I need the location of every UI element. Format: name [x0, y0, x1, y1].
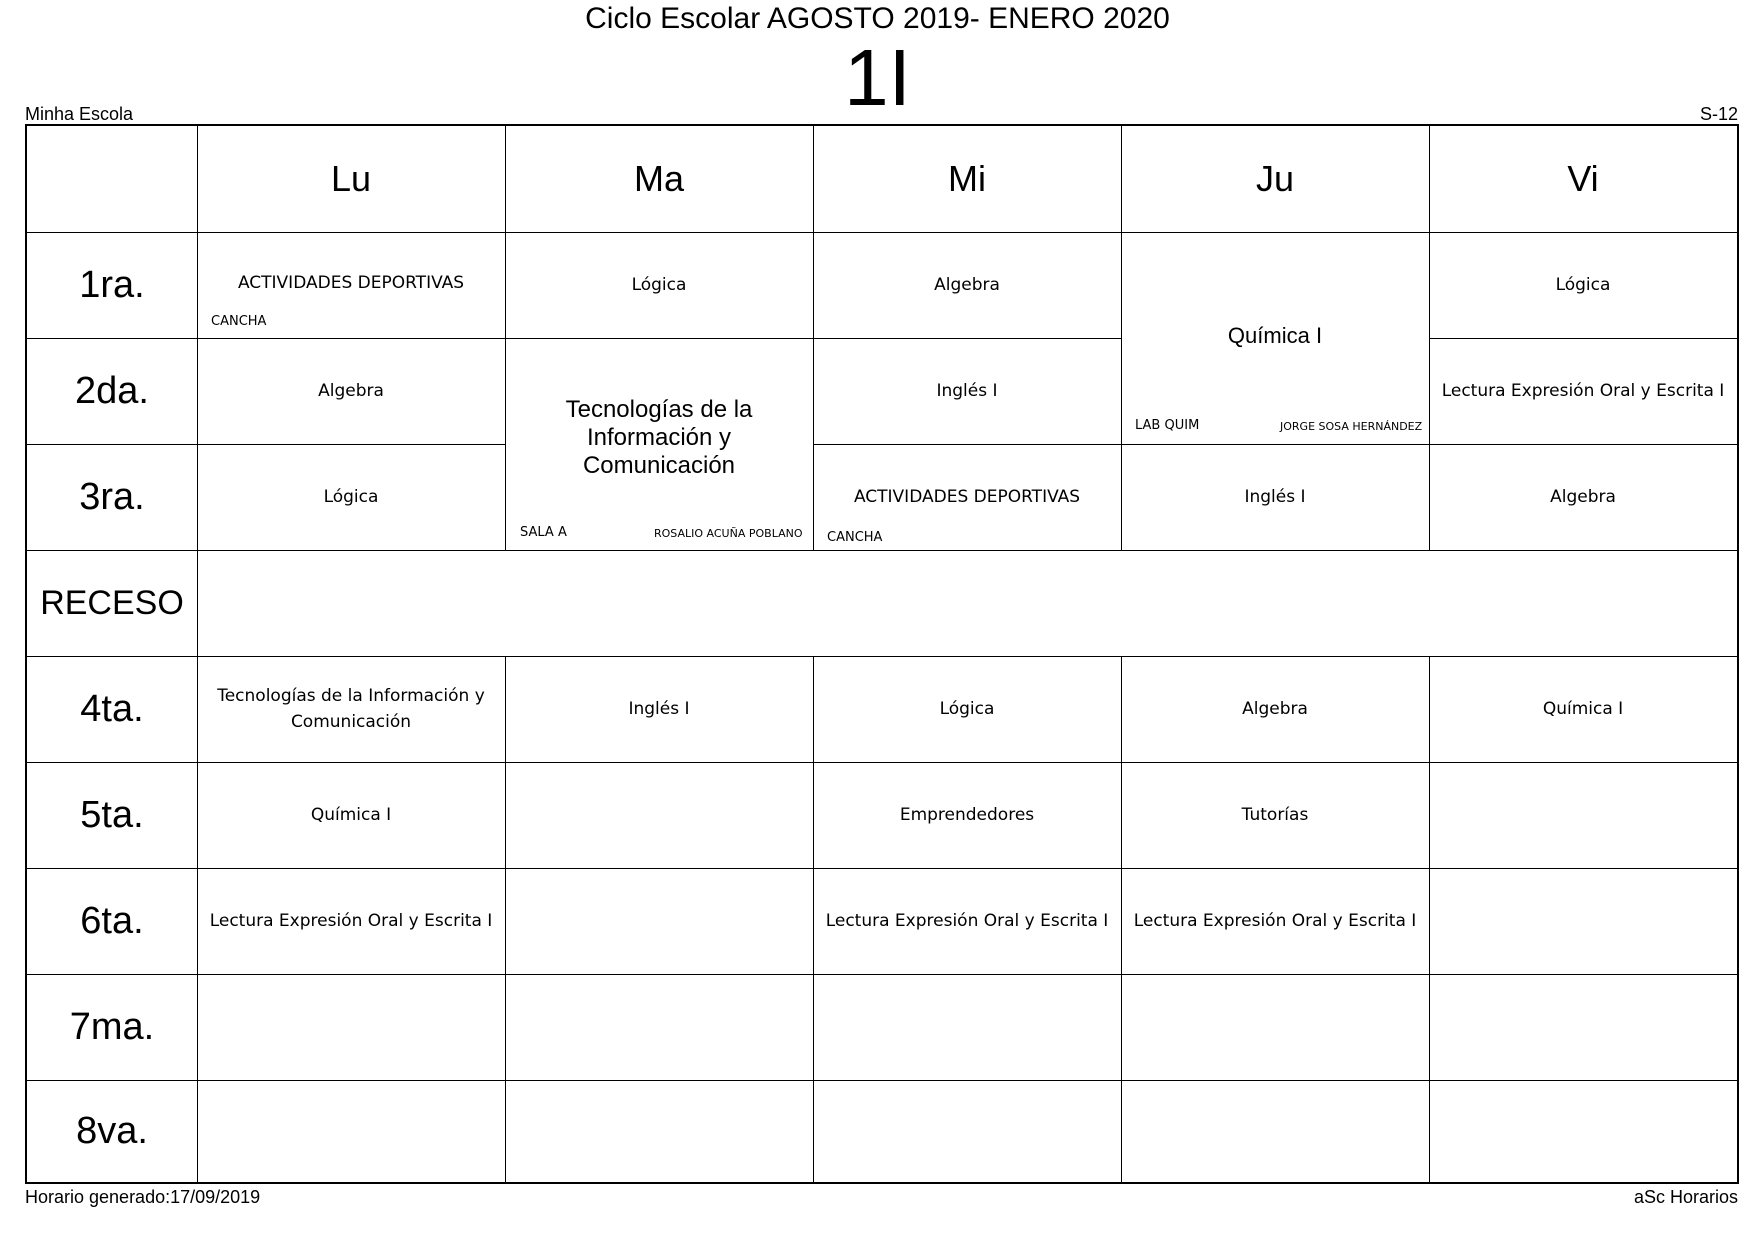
- lesson-subject: Química I: [310, 805, 392, 825]
- lesson-ju-p6[interactable]: [1121, 868, 1429, 974]
- lesson-lu-p6[interactable]: [197, 868, 505, 974]
- day-header-mi: Mi: [948, 158, 986, 199]
- lesson-subject: Tutorías: [1241, 805, 1309, 825]
- day-header-ju: Ju: [1255, 158, 1295, 199]
- lesson-mi-p4[interactable]: [813, 656, 1121, 762]
- room-code: S-12: [1699, 104, 1738, 124]
- lesson-vi-p1[interactable]: [1429, 232, 1737, 338]
- lesson-subject: Química I: [1542, 699, 1624, 719]
- lesson-subject: Algebra: [934, 275, 1000, 295]
- lesson-ju-p4[interactable]: [1121, 656, 1429, 762]
- period-header-receso: RECESO: [40, 583, 184, 622]
- class-name: 1I: [844, 33, 911, 122]
- period-header-7: 7ma.: [69, 1005, 155, 1048]
- lesson-vi-p2[interactable]: [1429, 338, 1737, 444]
- lesson-subject: ACTIVIDADES DEPORTIVAS: [237, 273, 465, 293]
- lesson-lu-p5[interactable]: [197, 762, 505, 868]
- period-header-1: 1ra.: [79, 263, 145, 306]
- lesson-subject: Lectura Expresión Oral y Escrita I: [209, 911, 493, 931]
- lesson-subject: Emprendedores: [899, 805, 1035, 825]
- day-header-vi: Vi: [1567, 158, 1599, 199]
- lesson-subject: Lógica: [1555, 275, 1611, 295]
- day-header-lu: Lu: [330, 158, 372, 199]
- lesson-ma-p1[interactable]: [505, 232, 813, 338]
- lesson-mi-p5[interactable]: [813, 762, 1121, 868]
- lesson-room: SALA A: [520, 525, 567, 540]
- period-header-5: 5ta.: [80, 793, 144, 836]
- lesson-vi-p4[interactable]: [1429, 656, 1737, 762]
- lesson-room: CANCHA: [211, 314, 267, 329]
- period-header-2: 2da.: [75, 369, 149, 412]
- lesson-lu-p4[interactable]: [197, 656, 505, 762]
- schedule-title: Ciclo Escolar AGOSTO 2019- ENERO 2020: [585, 2, 1170, 35]
- generated-date: Horario generado:17/09/2019: [25, 1187, 261, 1207]
- period-header-4: 4ta.: [80, 687, 144, 730]
- timetable-grid: [25, 124, 1739, 1184]
- lesson-subject: Inglés I: [1244, 487, 1306, 507]
- lesson-subject: Lógica: [631, 275, 687, 295]
- grid-line: [27, 1080, 1737, 1081]
- lesson-subject: Lógica: [323, 487, 379, 507]
- lesson-mi-p6[interactable]: [813, 868, 1121, 974]
- lesson-subject: Inglés I: [936, 381, 998, 401]
- lesson-subject: Lectura Expresión Oral y Escrita I: [1441, 381, 1725, 401]
- day-header-ma: Ma: [633, 158, 684, 199]
- lesson-subject: Algebra: [1242, 699, 1308, 719]
- lesson-subject: Inglés I: [628, 699, 690, 719]
- lesson-subject: ACTIVIDADES DEPORTIVAS: [853, 487, 1081, 507]
- lesson-ju-p5[interactable]: [1121, 762, 1429, 868]
- period-header-6: 6ta.: [80, 899, 144, 942]
- lesson-subject: Tecnologías de la Información y Comunicación: [565, 396, 753, 479]
- lesson-ma-p2-p3[interactable]: [505, 338, 813, 550]
- lesson-subject: Lectura Expresión Oral y Escrita I: [1133, 911, 1417, 931]
- lesson-vi-p3[interactable]: [1429, 444, 1737, 550]
- lesson-subject: Algebra: [318, 381, 384, 401]
- lesson-ju-p3[interactable]: [1121, 444, 1429, 550]
- lesson-subject: Tecnologías de la Información y Comunicación: [217, 686, 485, 732]
- school-name: Minha Escola: [25, 104, 134, 124]
- lesson-ju-p1-p2[interactable]: [1121, 232, 1429, 444]
- software-brand: aSc Horarios: [1633, 1187, 1738, 1207]
- lesson-mi-p1[interactable]: [813, 232, 1121, 338]
- lesson-teacher: ROSALIO ACUÑA POBLANO: [654, 527, 803, 540]
- lesson-subject: Química I: [1227, 323, 1323, 348]
- lesson-mi-p2[interactable]: [813, 338, 1121, 444]
- lesson-room: LAB QUIM: [1135, 418, 1200, 433]
- grid-line: [27, 550, 1737, 551]
- period-header-3: 3ra.: [79, 475, 145, 518]
- lesson-lu-p3[interactable]: [197, 444, 505, 550]
- lesson-lu-p2[interactable]: [197, 338, 505, 444]
- lesson-room: CANCHA: [827, 530, 883, 545]
- lesson-subject: Algebra: [1550, 487, 1616, 507]
- lesson-ma-p4[interactable]: [505, 656, 813, 762]
- period-header-8: 8va.: [76, 1109, 148, 1152]
- lesson-subject: Lógica: [939, 699, 995, 719]
- grid-line: [27, 974, 1737, 975]
- lesson-teacher: JORGE SOSA HERNÁNDEZ: [1280, 420, 1423, 433]
- lesson-subject: Lectura Expresión Oral y Escrita I: [825, 911, 1109, 931]
